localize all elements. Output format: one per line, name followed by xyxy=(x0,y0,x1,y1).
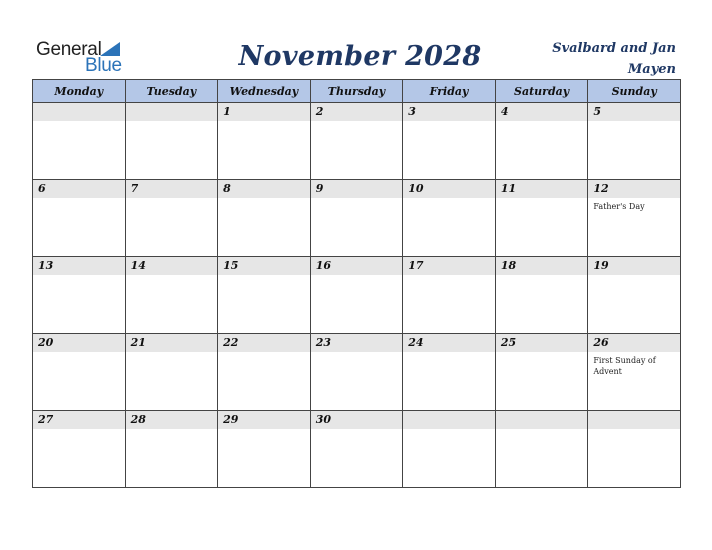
day-number: 4 xyxy=(496,103,588,121)
day-number: 25 xyxy=(496,334,588,352)
day-cell xyxy=(310,257,403,334)
region-label: Svalbard and Jan Mayen xyxy=(552,41,676,77)
day-cell xyxy=(218,180,311,257)
holiday-label xyxy=(496,352,588,355)
day-cell xyxy=(218,103,311,180)
day-cell xyxy=(403,103,496,180)
day-cell xyxy=(125,411,218,488)
calendar-title: November 2028 xyxy=(238,41,482,72)
weekday-header-friday: Friday xyxy=(403,80,496,103)
day-number: 29 xyxy=(218,411,310,429)
holiday-label xyxy=(311,121,403,124)
day-number: 27 xyxy=(33,411,125,429)
calendar-grid xyxy=(32,79,681,488)
holiday-label xyxy=(311,352,403,355)
day-number: 11 xyxy=(496,180,588,198)
day-cell xyxy=(588,411,681,488)
week-row xyxy=(33,257,681,334)
holiday-label xyxy=(33,352,125,355)
day-number: 13 xyxy=(33,257,125,275)
day-number xyxy=(588,411,680,429)
holiday-label xyxy=(126,429,218,432)
holiday-label xyxy=(588,121,680,124)
weekday-header-saturday: Saturday xyxy=(495,80,588,103)
holiday-label xyxy=(496,121,588,124)
holiday-label xyxy=(496,198,588,201)
day-cell xyxy=(588,334,681,411)
holiday-label xyxy=(218,352,310,355)
holiday-label xyxy=(403,121,495,124)
day-cell xyxy=(403,180,496,257)
weekday-header-monday: Monday xyxy=(33,80,126,103)
holiday-label xyxy=(33,198,125,201)
day-cell xyxy=(588,257,681,334)
day-number: 28 xyxy=(126,411,218,429)
week-row xyxy=(33,411,681,488)
day-number: 12 xyxy=(588,180,680,198)
day-cell xyxy=(495,257,588,334)
weekday-header-wednesday: Wednesday xyxy=(218,80,311,103)
day-cell xyxy=(218,334,311,411)
day-cell xyxy=(310,334,403,411)
day-cell xyxy=(125,257,218,334)
day-cell xyxy=(33,334,126,411)
week-row xyxy=(33,180,681,257)
holiday-label xyxy=(311,198,403,201)
holiday-label xyxy=(403,275,495,278)
generalblue-logo xyxy=(36,40,136,76)
day-cell xyxy=(310,411,403,488)
day-cell xyxy=(495,103,588,180)
holiday-label xyxy=(33,121,125,124)
holiday-label xyxy=(403,352,495,355)
day-number: 24 xyxy=(403,334,495,352)
day-cell xyxy=(403,411,496,488)
day-cell xyxy=(310,103,403,180)
day-cell xyxy=(125,180,218,257)
day-cell xyxy=(33,257,126,334)
holiday-label xyxy=(588,429,680,432)
holiday-label xyxy=(403,429,495,432)
weekday-header-thursday: Thursday xyxy=(310,80,403,103)
day-number: 6 xyxy=(33,180,125,198)
holiday-label xyxy=(126,121,218,124)
holiday-label xyxy=(311,275,403,278)
day-number: 23 xyxy=(311,334,403,352)
logo-text-blue: Blue xyxy=(85,55,122,76)
holiday-label xyxy=(126,275,218,278)
day-number: 21 xyxy=(126,334,218,352)
day-number: 7 xyxy=(126,180,218,198)
holiday-label xyxy=(496,275,588,278)
day-cell xyxy=(588,103,681,180)
holiday-label: Father's Day xyxy=(593,202,645,211)
day-cell xyxy=(495,180,588,257)
day-cell xyxy=(125,103,218,180)
holiday-label xyxy=(218,198,310,201)
day-number: 19 xyxy=(588,257,680,275)
day-number xyxy=(33,103,125,121)
day-cell xyxy=(218,257,311,334)
day-number: 17 xyxy=(403,257,495,275)
holiday-label: First Sunday of Advent xyxy=(593,356,656,376)
day-number: 20 xyxy=(33,334,125,352)
holiday-label xyxy=(126,352,218,355)
holiday-label xyxy=(496,429,588,432)
day-number: 14 xyxy=(126,257,218,275)
day-number: 15 xyxy=(218,257,310,275)
day-cell xyxy=(495,334,588,411)
week-row xyxy=(33,103,681,180)
day-number: 9 xyxy=(311,180,403,198)
day-number: 10 xyxy=(403,180,495,198)
day-cell xyxy=(403,334,496,411)
holiday-label xyxy=(126,198,218,201)
day-number: 16 xyxy=(311,257,403,275)
day-cell xyxy=(403,257,496,334)
holiday-label xyxy=(33,275,125,278)
day-cell xyxy=(125,334,218,411)
day-cell xyxy=(33,180,126,257)
day-number: 30 xyxy=(311,411,403,429)
logo-flag-icon xyxy=(100,42,120,56)
day-number: 26 xyxy=(588,334,680,352)
day-cell xyxy=(33,411,126,488)
day-number xyxy=(126,103,218,121)
day-number: 5 xyxy=(588,103,680,121)
day-number: 22 xyxy=(218,334,310,352)
day-cell xyxy=(495,411,588,488)
day-number xyxy=(496,411,588,429)
day-cell xyxy=(218,411,311,488)
week-row xyxy=(33,334,681,411)
holiday-label xyxy=(218,275,310,278)
day-number: 2 xyxy=(311,103,403,121)
day-number xyxy=(403,411,495,429)
holiday-label xyxy=(588,275,680,278)
day-cell xyxy=(588,180,681,257)
day-cell xyxy=(33,103,126,180)
day-number: 3 xyxy=(403,103,495,121)
weekday-header-row xyxy=(33,80,681,103)
day-number: 18 xyxy=(496,257,588,275)
holiday-label xyxy=(218,121,310,124)
weekday-header-tuesday: Tuesday xyxy=(125,80,218,103)
holiday-label xyxy=(311,429,403,432)
holiday-label xyxy=(218,429,310,432)
day-number: 1 xyxy=(218,103,310,121)
holiday-label xyxy=(33,429,125,432)
weekday-header-sunday: Sunday xyxy=(588,80,681,103)
day-number: 8 xyxy=(218,180,310,198)
logo-text-general: General xyxy=(36,39,102,60)
holiday-label xyxy=(403,198,495,201)
day-cell xyxy=(310,180,403,257)
